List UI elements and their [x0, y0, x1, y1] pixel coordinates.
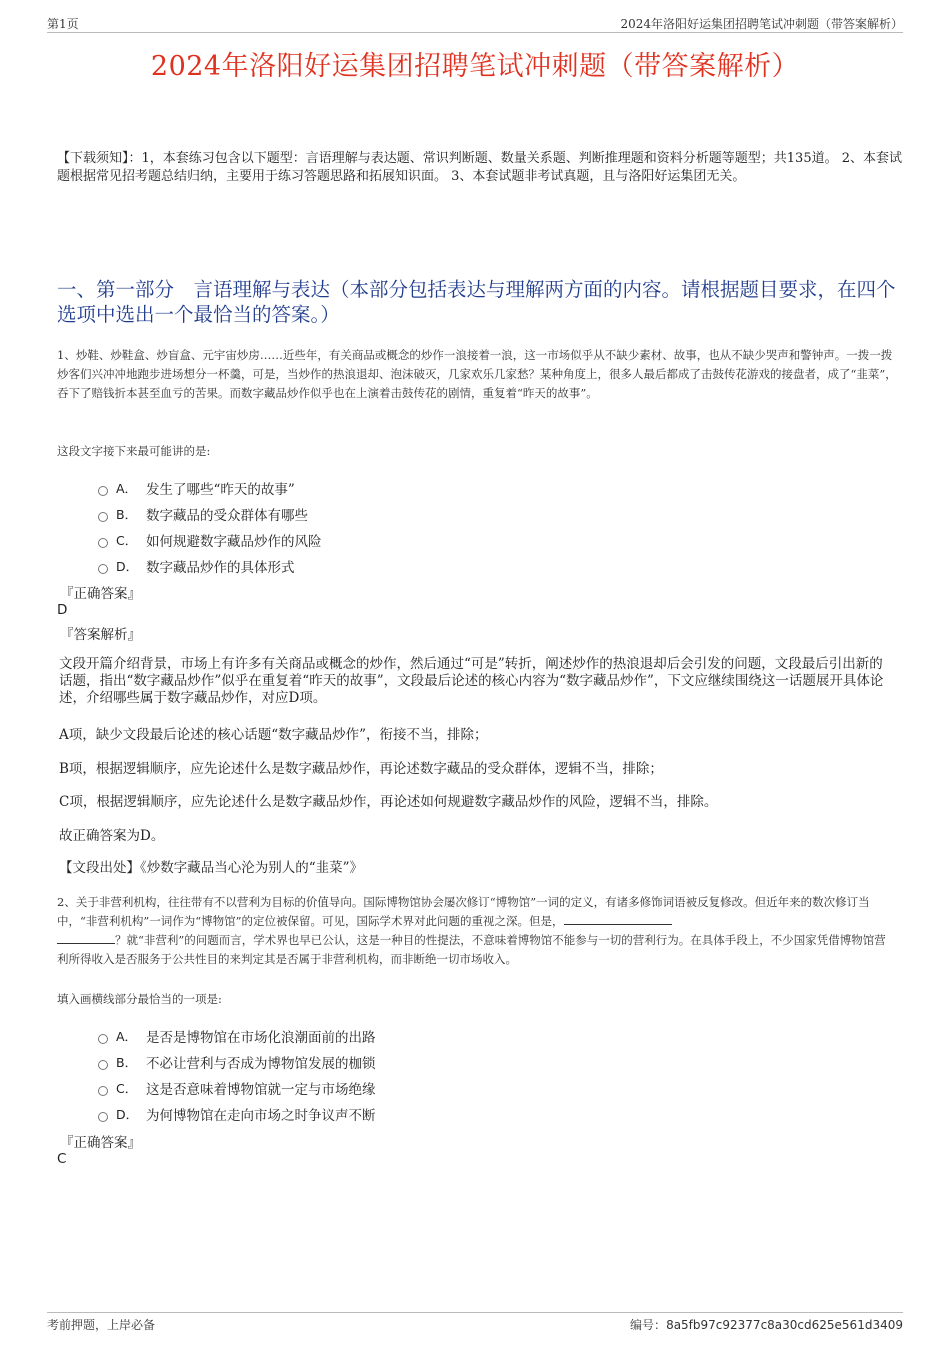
- question-1-option-d[interactable]: [98, 556, 295, 576]
- question-1-option-b[interactable]: [98, 504, 308, 524]
- section-title: 一、第一部分 言语理解与表达（本部分包括表达与理解两方面的内容。请根据题目要求，在四个选项中选出一个最恰当的答案。）: [57, 278, 896, 326]
- footer-divider: [47, 1312, 903, 1313]
- download-notice: 【下载须知】：1，本套练习包含以下题型：言语理解与表达题、常识判断题、数量关系题、判断推理题和资料分析题等题型；共135道。 2、本套试题根据常见招考题总结归纳，主要用于练习答题思路和拓展知识面。 3、本套试题非考试真题，且与洛阳好运集团无关。: [57, 151, 902, 184]
- question-1-option-a[interactable]: [98, 478, 295, 498]
- question-2-stem-part2: ？就“非营利”的问题而言，学术界也早已公认，这是一种目的性提法，不意味着博物馆不能参与一切的营利行为。在具体手段上，不少国家凭借博物馆营利所得收入是否服务于公共性目的来判定其是否属于非营利机构，而非断绝一切市场收入。: [57, 933, 886, 966]
- question-2-option-c[interactable]: [98, 1078, 376, 1098]
- question-1-answer-label: 『正确答案』: [60, 586, 141, 602]
- document-title: 2024年洛阳好运集团招聘笔试冲刺题（带答案解析）: [150, 51, 800, 82]
- question-1-analysis-c: C项，根据逻辑顺序，应先论述什么是数字藏品炒作，再论述如何规避数字藏品炒作的风险，逻辑不当，排除。: [59, 794, 718, 810]
- question-2-prompt: 填入画横线部分最恰当的一项是:: [57, 992, 222, 1006]
- footer-slogan: 考前押题，上岸必备: [47, 1318, 156, 1332]
- page-number: 第1页: [47, 17, 79, 31]
- question-1-analysis-paragraph: 文段开篇介绍背景，市场上有许多有关商品或概念的炒作，然后通过“可是”转折，阐述炒作的热浪退却后会引发的问题，文段最后引出新的话题，指出“数字藏品炒作”似乎在重复着“昨天的故事”，文段最后论述的核心内容为“数字藏品炒作”，下文应继续围绕这一话题展开具体论述，介绍哪些属于数字藏品炒作，对应D项。: [59, 656, 884, 706]
- question-2-answer-label: 『正确答案』: [60, 1135, 141, 1151]
- question-2-option-d[interactable]: [98, 1104, 376, 1124]
- option-letter: B．: [116, 1055, 138, 1070]
- option-text: 发生了哪些“昨天的故事”: [146, 482, 295, 498]
- fill-blank: [57, 933, 115, 944]
- fill-blank: [564, 914, 672, 925]
- footer-code-value: 8a5fb97c92377c8a30cd625e561d3409: [666, 1318, 903, 1332]
- question-2-answer: C: [57, 1151, 67, 1167]
- option-letter: B．: [116, 507, 138, 522]
- question-1-analysis-label: 『答案解析』: [60, 627, 141, 643]
- radio-icon[interactable]: [98, 1034, 108, 1044]
- option-text: 数字藏品的受众群体有哪些: [146, 508, 308, 524]
- question-2-stem: [57, 893, 897, 969]
- radio-icon[interactable]: [98, 1112, 108, 1122]
- option-text: 是否是博物馆在市场化浪潮面前的出路: [146, 1030, 376, 1046]
- radio-icon[interactable]: [98, 486, 108, 496]
- option-letter: D．: [116, 559, 139, 574]
- question-2-stem-part1: 2、关于非营利机构，往往带有不以营利为目标的价值导向。国际博物馆协会屡次修订“博物馆”一词的定义，有诸多修饰词语被反复修改。但近年来的数次修订当中，“非营利机构”一词作为“博物馆”的定位被保留。可见，国际学术界对此问题的重视之深。但是，: [57, 895, 870, 928]
- option-letter: D．: [116, 1107, 139, 1122]
- option-letter: A．: [116, 481, 138, 496]
- question-1-conclusion: 故正确答案为D。: [59, 828, 165, 844]
- option-text: 这是否意味着博物馆就一定与市场绝缘: [146, 1082, 376, 1098]
- radio-icon[interactable]: [98, 564, 108, 574]
- question-1-stem: 1、炒鞋、炒鞋盒、炒盲盒、元宇宙炒房……近些年，有关商品或概念的炒作一浪接着一浪，这一市场似乎从不缺少素材、故事，也从不缺少哭声和警钟声。一拨一拨炒客们兴冲冲地跑步进场想分一杯羹，可是，当炒作的热浪退却、泡沫破灭，几家欢乐几家愁？某种角度上，很多人最后都成了击鼓传花游戏的接盘者，成了“韭菜”，吞下了赔钱折本甚至血亏的苦果。而数字藏品炒作似乎也在上演着击鼓传花的剧情，重复着“昨天的故事”。: [57, 348, 897, 400]
- option-text: 不必让营利与否成为博物馆发展的枷锁: [146, 1056, 376, 1072]
- option-letter: C．: [116, 533, 138, 548]
- option-text: 数字藏品炒作的具体形式: [146, 560, 295, 576]
- question-1-analysis-a: A项，缺少文段最后论述的核心话题“数字藏品炒作”，衔接不当，排除；: [59, 727, 488, 743]
- option-text: 如何规避数字藏品炒作的风险: [146, 534, 322, 550]
- footer-code-label: 编号：: [630, 1318, 667, 1332]
- question-1-prompt: 这段文字接下来最可能讲的是:: [57, 444, 211, 458]
- radio-icon[interactable]: [98, 1086, 108, 1096]
- option-text: 为何博物馆在走向市场之时争议声不断: [146, 1108, 376, 1124]
- header-divider: [47, 32, 903, 33]
- question-1-source: 【文段出处】《炒数字藏品当心沦为别人的“韭菜”》: [59, 860, 364, 876]
- radio-icon[interactable]: [98, 512, 108, 522]
- question-2-option-a[interactable]: [98, 1026, 376, 1046]
- radio-icon[interactable]: [98, 1060, 108, 1070]
- option-letter: C．: [116, 1081, 138, 1096]
- footer-code: [630, 1316, 903, 1333]
- question-1-analysis-b: B项，根据逻辑顺序，应先论述什么是数字藏品炒作，再论述数字藏品的受众群体，逻辑不当，排除；: [59, 761, 663, 777]
- question-2-option-b[interactable]: [98, 1052, 376, 1072]
- option-letter: A．: [116, 1029, 138, 1044]
- radio-icon[interactable]: [98, 538, 108, 548]
- question-1-option-c[interactable]: [98, 530, 322, 550]
- running-header-title: 2024年洛阳好运集团招聘笔试冲刺题（带答案解析）: [620, 17, 903, 31]
- question-1-answer: D: [57, 602, 68, 618]
